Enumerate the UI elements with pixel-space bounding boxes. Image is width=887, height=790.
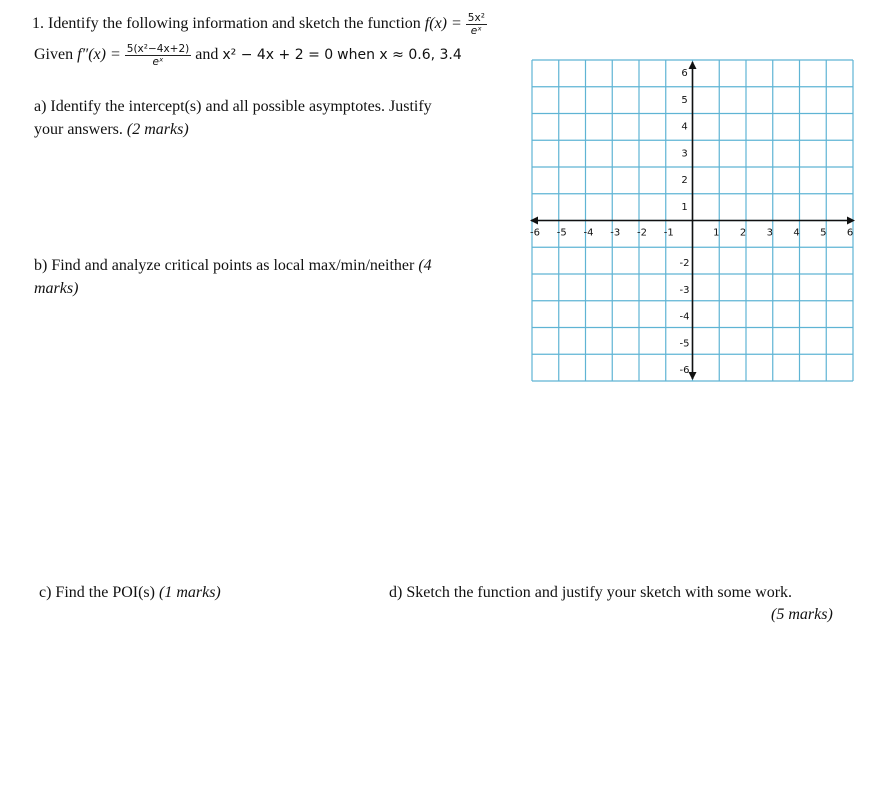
part-c-line (39, 584, 221, 602)
y-axis-down-arrow-icon (689, 372, 697, 380)
axis-label: 4 (681, 121, 688, 133)
axis-label: -4 (679, 311, 690, 323)
x-axis-right-arrow-icon (847, 217, 855, 225)
axis-label: 1 (681, 201, 688, 213)
equation-text: x² − 4x + 2 = 0 (222, 47, 334, 64)
part-a-line2 (34, 121, 189, 139)
axis-label: 5 (820, 227, 827, 239)
x-axis-left-arrow-icon (530, 217, 538, 225)
axis-label: -6 (530, 227, 540, 239)
axis-label: 4 (793, 227, 800, 239)
axis-label: 6 (681, 68, 688, 79)
part-c-text: c) Find the POI(s) (39, 584, 155, 601)
given-line (34, 43, 462, 68)
and-text: and (195, 46, 219, 64)
part-b-marks-start: (4 (418, 257, 432, 274)
part-d-marks: (5 marks) (771, 606, 833, 623)
second-derivative-numerator: 5(x²−4x+2) (126, 43, 190, 55)
coordinate-grid[interactable] (529, 57, 856, 384)
second-derivative-fraction (125, 43, 191, 68)
axis-label: -2 (679, 258, 690, 269)
axis-label: 2 (681, 175, 688, 186)
axis-label: -5 (556, 227, 567, 239)
part-b-text: b) Find and analyze critical points as local max/min/neither (34, 257, 415, 274)
function-numerator: 5x² (467, 12, 485, 24)
function-fraction (466, 12, 487, 37)
second-derivative-denominator: eˣ (152, 56, 164, 68)
axis-label: -3 (679, 284, 690, 296)
part-d-text: d) Sketch the function and justify your sketch with some work. (389, 584, 793, 601)
axis-label: 3 (681, 148, 688, 160)
question-intro: 1. Identify the following information and sketch the function (32, 15, 421, 33)
axis-label: -6 (679, 365, 690, 376)
axis-label: 5 (681, 94, 688, 106)
part-b-marks-end: marks) (34, 280, 79, 297)
axis-label: -5 (679, 338, 690, 350)
axis-label: 3 (766, 227, 773, 239)
part-a-marks: (2 marks) (126, 121, 189, 138)
axis-label: 2 (739, 227, 747, 239)
part-b-line1 (34, 257, 432, 275)
given-label: Given (34, 46, 74, 64)
when-text: when x ≈ 0.6, 3.4 (337, 47, 462, 64)
axis-label: -1 (663, 227, 674, 239)
axis-label: -4 (583, 227, 594, 239)
axis-label: 1 (713, 227, 720, 239)
axis-labels (530, 68, 853, 376)
part-a-text: your answers. (34, 121, 123, 138)
function-label: f(x) = (424, 15, 462, 33)
part-c-marks: (1 marks) (158, 584, 221, 601)
question-title (32, 12, 487, 37)
axis-label: 6 (846, 227, 854, 239)
axes (530, 61, 855, 380)
y-axis-up-arrow-icon (689, 61, 697, 69)
axis-label: -2 (637, 227, 647, 239)
function-denominator: eˣ (470, 25, 482, 37)
part-a-line1: a) Identify the intercept(s) and all possible asymptotes. Justify (34, 98, 432, 115)
axis-label: -3 (610, 227, 621, 239)
second-derivative-label: f″(x) = (77, 46, 121, 64)
